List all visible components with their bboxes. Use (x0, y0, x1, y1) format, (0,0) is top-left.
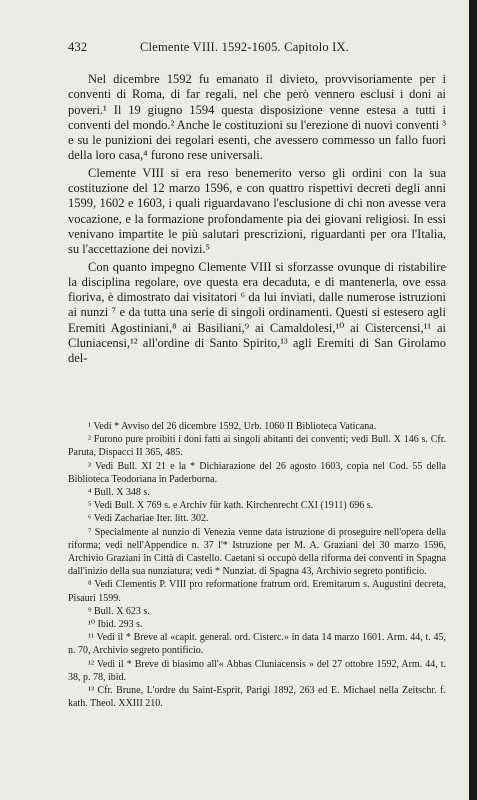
running-title: Clemente VIII. 1592-1605. Capitolo IX. (140, 40, 350, 54)
footnote: ¹³ Cfr. Brune, L'ordre du Saint-Esprit, Parigi 1892, 263 ed E. Michael nella Zeitschr. f. kath. Theol. XXIII 210. (68, 685, 446, 710)
scan-edge (469, 0, 477, 800)
paragraph: Clemente VIII si era reso benemerito verso gli ordini con la sua costituzione del 12 marzo 1596, e con quattro rispettivi decreti degli anni 1599, 1602 e 1603, i quali riguardavano l'esclusione di chi non avesse vera vocazione, e la formazione profondamente pia dei giovani religiosi. In essi venivano impartite le più salutari prescrizioni, riguardanti per ora l'Italia, su l'accettazione dei novizi.⁵ (68, 165, 446, 257)
footnote: ⁴ Bull. X 348 s. (88, 487, 150, 499)
page-number: 432 (68, 40, 88, 54)
running-header (68, 40, 440, 56)
footnote: ² Furono pure proibiti i doni fatti ai singoli abitanti dei conventi; vedi Bull. X 146 s. Cfr. Paruta, Dispacci II 365, 485. (68, 434, 446, 459)
footnote: ³ Vedi Bull. XI 21 e la * Dichiarazione del 26 agosto 1603, copia nel Cod. 55 della Biblioteca Teodoriana in Paderborna. (68, 460, 446, 485)
main-text (68, 72, 446, 367)
footnote: ⁵ Vedi Bull. X 769 s. e Archiv für kath. Kirchenrecht CXI (1911) 696 s. (88, 500, 374, 512)
footnote: ¹¹ Vedi il * Breve al «capit. general. ord. Cisterc.» in data 14 marzo 1601. Arm. 44, t. 45, n. 70, Archivio segreto pontificio. (68, 632, 446, 657)
footnote: ⁹ Bull. X 623 s. (88, 605, 150, 617)
footnote: ¹ Vedi * Avviso del 26 dicembre 1592, Urb. 1060 II Biblioteca Vaticana. (88, 421, 377, 432)
paragraph: Con quanto impegno Clemente VIII si sforzasse ovunque di ristabilire la disciplina regolare, ove questa era decaduta, e di mantenerla, ove essa fioriva, è dimostrato dai visitatori ⁶ da lui inviati, dalle numerose istruzioni ai nunzi ⁷ e da tutta una serie di singoli ordinamenti. Questi si estesero agli Eremiti Agostiniani,⁸ ai Basiliani,⁹ ai Camaldolesi,¹⁰ ai Cistercensi,¹¹ ai Cluniacensi,¹² all'ordine di Santo Spirito,¹³ agli Eremiti di San Girolamo del- (68, 259, 446, 366)
footnote: ⁶ Vedi Zachariae Iter. litt. 302. (88, 513, 209, 525)
footnote: ¹² Vedi il * Breve di biasimo all'« Abbas Cluniacensis » del 27 ottobre 1592, Arm. 44, t. 38, p. 78, ibid. (68, 658, 446, 683)
footnote: ⁷ Specialmente al nunzio di Venezia venne data istruzione di proseguire nell'opera della riforma; vedi nell'Appendice n. 37 l'* Istruzione per M. A. Graziani del 30 marzo 1596, Archivio Graziani in Città di Castello. Caetani si occupò della riforma dei conventi in Spagna dall'inizio della sua nunziatura; vedi * Nunziat. di Spagna 43, Archivio segreto pontificio. (68, 526, 446, 578)
footnote: ¹⁰ Ibid. 293 s. (88, 619, 143, 631)
paragraph: Nel dicembre 1592 fu emanato il divieto, provvisoriamente per i conventi di Roma, di far regali, nel che però vennero esclusi i doni ai poveri.¹ Il 19 giugno 1594 questa disposizione venne estesa a tutti i conventi del mondo.² Anche le costituzioni su l'erezione di nuovi conventi ³ e su le punizioni dei regolari esenti, che avessero commesso un fallo fuori della loro casa,⁴ furono rese universali. (68, 72, 446, 163)
footnotes (68, 420, 446, 710)
footnote: ⁸ Vedi Clementis P. VIII pro reformatione fratrum ord. Eremitarum s. Augustini decreta, Pisauri 1599. (68, 579, 446, 604)
